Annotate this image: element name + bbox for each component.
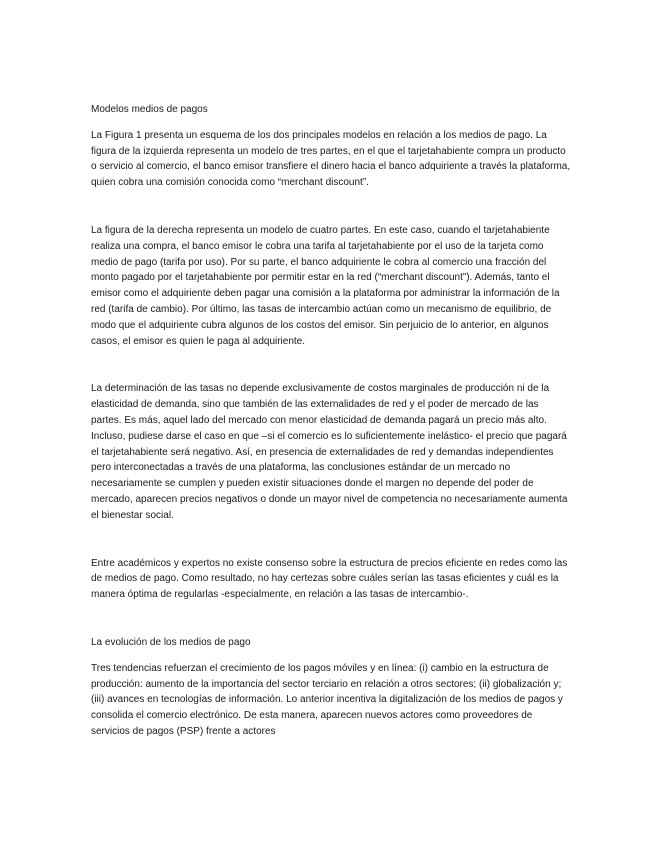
paragraph-determinacion-tasas: La determinación de las tasas no depende exclusivamente de costos marginales de producción ni de la elasticidad de demanda, sino que también de las externalidades de red y el poder de mercado de las partes. Es más, aquel lado del mercado con menor elasticidad de demanda pagará un precio más alto. Incluso, pudiese darse el caso en que –si el comercio es lo suficientemente inelástico- el precio que pagará el tarjetahabiente será negativo. Así, en presencia de externalidades de red y demandas independientes pero interconectadas a través de una plataforma, las conclusiones estándar de un mercado no necesariamente se cumplen y pueden existir situaciones donde el margen no depende del poder de mercado, aparecen precios negativos o donde un mayor nivel de competencia no necesariamente aumenta el bienestar social.: [91, 383, 568, 521]
document-page: [91, 102, 571, 740]
section-heading-modelos: Modelos medios de pagos: [91, 104, 208, 115]
paragraph-tendencias: Tres tendencias refuerzan el crecimiento de los pagos móviles y en línea: (i) cambio en la estructura de producción: aumento de la importancia del sector terciario en relación a otros sectores; (ii) globalización y; (iii) avances en tecnologías de información. Lo anterior incentiva la digitalización de los medios de pagos y consolida el comercio electrónico. De esta manera, aparecen nuevos actores como proveedores de servicios de pagos (PSP) frente a actores: [91, 662, 563, 737]
paragraph-figura-1: La Figura 1 presenta un esquema de los dos principales modelos en relación a los medios de pago. La figura de la izquierda representa un modelo de tres partes, en el que el tarjetahabiente compra un producto o servicio al comercio, el banco emisor transfiere el dinero hacia el banco adquiriente a través la plataforma, quien cobra una comisión conocida como “merchant discount”.: [91, 129, 571, 189]
section-heading-evolucion: La evolución de los medios de pago: [91, 636, 251, 648]
paragraph-cuatro-partes: La figura de la derecha representa un modelo de cuatro partes. En este caso, cuando el tarjetahabiente realiza una compra, el banco emisor le cobra una tarifa al tarjetahabiente por el uso de la tarjeta como medio de pago (tarifa por uso). Por su parte, el banco adquiriente le cobra al comercio una fracción del monto pagado por el tarjetahabiente por permitir estar en la red (“merchant discount”). Además, tanto el emisor como el adquiriente deben pagar una comisión a la plataforma por administrar la información de la red (tarifa de cambio). Por último, las tasas de intercambio actúan como un mecanismo de equilibrio, de modo que el adquiriente cubra algunos de los costos del emisor. Sin perjuicio de lo anterior, en algunos casos, el emisor es quien le paga al adquiriente.: [91, 224, 560, 347]
paragraph-consenso: Entre académicos y expertos no existe consenso sobre la estructura de precios eficiente en redes como las de medios de pago. Como resultado, no hay certezas sobre cuáles serían las tasas eficientes y cuál es la manera óptima de regularlas -especialmente, en relación a las tasas de intercambio-.: [91, 557, 568, 601]
